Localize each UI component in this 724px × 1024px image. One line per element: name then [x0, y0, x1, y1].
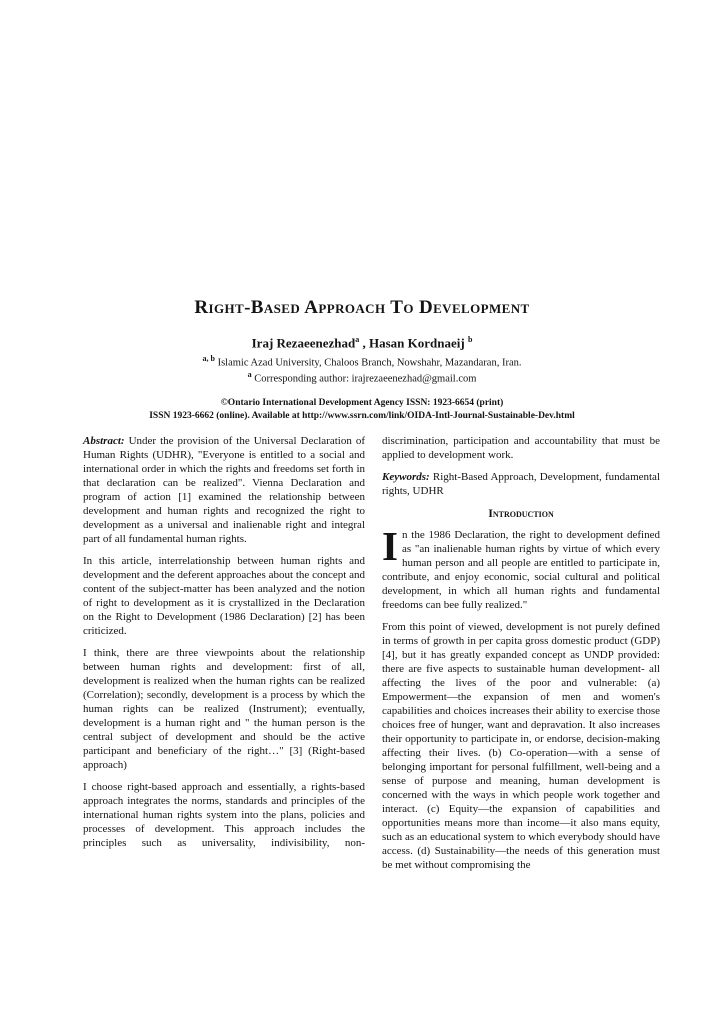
publisher-issn-print-line: ©Ontario International Development Agency ISSN: 1923-6654 (print) — [220, 398, 504, 409]
abstract-paragraph — [83, 434, 365, 546]
corresponding-superscript: a — [247, 369, 252, 379]
introduction-paragraph-2: From this point of viewed, development is not purely defined in terms of growth in per capita gross domestic product (GDP) [4], but it has greatly expanded concept as UNDP provided: there are five aspects to sustainable human development- all affecting the lives of the poor and vulnerable: (a) Empowerment—the expansion of men and women's capabilities and choices increases their ability to exercise those choices free of hunger, want and depravation. It also increases their opportunity to participate in, or endorse, decision-making affecting their lives. (b) Co-operation—with a sense of belonging important for personal fulfillment, well-being and a sense of purpose and meaning, human development is concerned with the ways in which people work together and interact. (c) Equity—the expansion of capabilities and opportunities means more than income—it also mans equity, such as an educational system to which everybody should have access. (d) Sustainability—the needs of this generation must be met without compromising the — [382, 621, 660, 871]
introduction-paragraph-1 — [382, 523, 660, 612]
author-1-superscript: a — [355, 335, 360, 344]
publisher-issn-online-line: ISSN 1923-6662 (online). Available at http://www.ssrn.com/link/OIDA-Intl-Journal-Sustainable-Dev.html — [149, 411, 575, 422]
author-1-name: Iraj Rezaeenezhad — [251, 335, 356, 351]
keywords-text: Right-Based Approach, Development, fundamental rights, UDHR — [382, 471, 660, 497]
introduction-text: n the 1986 Declaration, the right to development defined as "an inalienable human rights by virtue of which every human person and all people are entitled to participate in, contribute, and enjoy economic, social cultural and political development, in which all human rights and fundamental freedoms can bee fully realized." — [382, 529, 660, 611]
paper-title: Right-Based Approach To Development — [194, 297, 530, 318]
abstract-paragraph-2: In this article, interrelationship between human rights and development and the deferent approaches about the concept and content of the subject-matter has been analyzed and the notion of right to development as it is crystallized in the Declaration on the Right to Development (1986 Declaration) [2] has been criticized. — [83, 555, 365, 637]
corresponding-text: Corresponding author: irajrezaeenezhad@gmail.com — [251, 373, 477, 385]
publisher-block — [0, 397, 724, 423]
abstract-paragraph-4: I choose right-based approach and essentially, a rights-based approach integrates the norms, standards and principles of the international human rights system into the plans, policies and processes of development. This approach includes the principles such as universality, indivisibility, non- — [83, 781, 365, 849]
keywords-paragraph — [382, 470, 660, 498]
abstract-continuation-paragraph: discrimination, participation and accountability that must be applied to development work. — [382, 435, 660, 461]
author-2-name: Hasan Kordnaeij — [368, 335, 465, 351]
abstract-paragraph-3: I think, there are three viewpoints about the relationship between human rights and development: first of all, development is realized when the human rights can be realized (Correlation); secondly, development is a process by which the human rights can be realized (Instrument); eventually, development is a human right and " the human person is the central subject of development and should be the active participant and beneficiary of the right…" [3] (Right-based approach) — [83, 647, 365, 771]
affiliation-line — [0, 354, 724, 369]
right-column — [382, 434, 660, 880]
affiliation-text: Islamic Azad University, Chaloos Branch, Nowshahr, Mazandaran, Iran. — [214, 357, 522, 369]
keywords-label: Keywords: — [382, 471, 430, 483]
abstract-label: Abstract: — [83, 435, 125, 447]
authors-line — [0, 335, 724, 351]
corresponding-author-line — [0, 370, 724, 385]
affiliation-superscript: a, b — [202, 354, 215, 364]
abstract-text: Under the provision of the Universal Declaration of Human Rights (UDHR), "Everyone is entitled to a social and international order in which the rights and freedoms set forth in that declaration can be realized". Vienna Declaration and program of action [1] examined the relationship between development and human rights and recognized the right to development as a universal and inalienable right and integral part of all fundamental human rights. — [83, 435, 365, 545]
authors-separator: , — [359, 335, 369, 351]
body-columns — [83, 434, 660, 880]
introduction-heading: Introduction — [488, 506, 554, 520]
paper-header — [0, 297, 724, 423]
drop-cap: I — [382, 523, 398, 569]
author-2-superscript: b — [467, 335, 473, 344]
left-column — [83, 434, 365, 880]
